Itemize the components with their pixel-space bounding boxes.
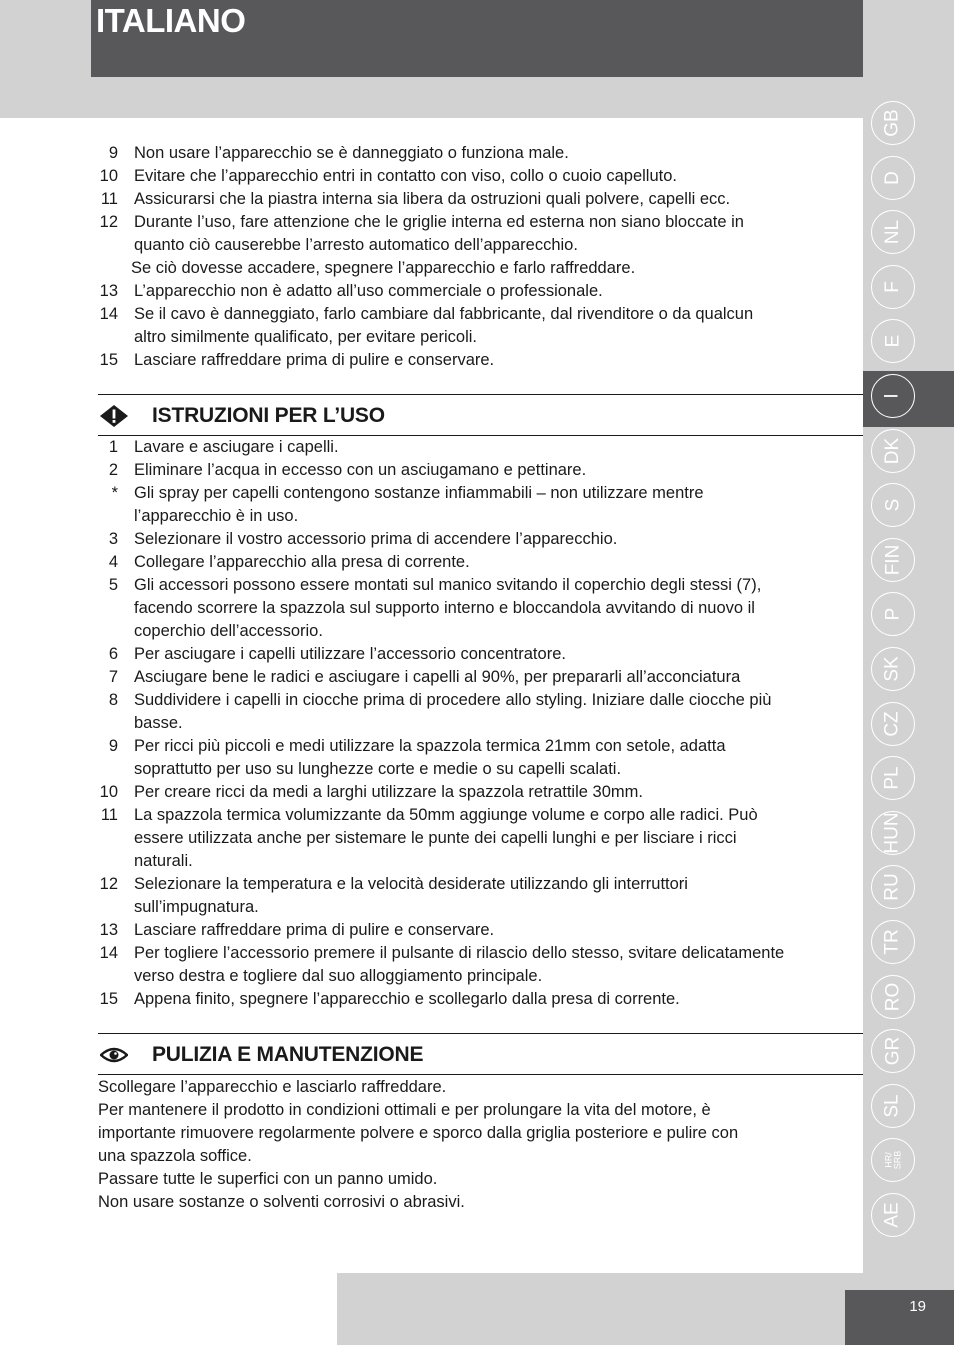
language-code: DK (882, 437, 903, 465)
language-code: NL (881, 219, 903, 245)
instruction-item (98, 781, 863, 804)
instruction-item (98, 436, 863, 459)
list-item-line: l’apparecchio è in uso. (134, 507, 299, 525)
language-tab-nl[interactable] (871, 210, 915, 254)
header-bar (91, 0, 863, 77)
list-item-line: soprattutto per uso su lunghezze corte e medie o su capelli scalati. (134, 760, 622, 778)
instruction-item (98, 482, 863, 528)
instruction-item (98, 574, 863, 643)
list-item-line: Lavare e asciugare i capelli. (134, 438, 339, 456)
list-item-text (134, 666, 863, 689)
instruction-item (98, 666, 863, 689)
list-item-line: sull’impugnatura. (134, 898, 259, 916)
list-item-line: Selezionare il vostro accessorio prima di accendere l’apparecchio. (134, 530, 618, 548)
list-item-text (134, 551, 863, 574)
list-item-text (134, 349, 863, 372)
instruction-item (98, 689, 863, 735)
list-item-line: Per togliere l’accessorio premere il pulsante di rilascio dello stesso, svitare delicatamente (134, 944, 785, 962)
language-tab-f[interactable] (871, 265, 915, 309)
list-item-number: * (111, 484, 118, 502)
language-tab-ro[interactable] (871, 975, 915, 1019)
language-code: GB (881, 109, 903, 137)
cleaning-line: Scollegare l’apparecchio e lasciarlo raffreddare. (98, 1078, 447, 1096)
list-item-line: Collegare l’apparecchio alla presa di corrente. (134, 553, 470, 571)
language-code: P (882, 607, 903, 621)
list-item-line: naturali. (134, 852, 193, 870)
warning-item (98, 211, 863, 257)
warning-item (98, 257, 863, 280)
list-item-text (134, 919, 863, 942)
language-code: SL (882, 1094, 903, 1118)
warnings-list (98, 142, 863, 372)
list-item-line: La spazzola termica volumizzante da 50mm aggiunge volume e corpo alle radici. Può (134, 806, 758, 824)
list-item-line: facendo scorrere la spazzola sul supporto interno e bloccandola avvitando di nuovo il (134, 599, 755, 617)
list-item-text (134, 459, 863, 482)
list-item-text (134, 436, 863, 459)
list-item-number: 15 (99, 990, 118, 1008)
list-item-line: Non usare l’apparecchio se è danneggiato o funziona male. (134, 144, 569, 162)
language-code: SK (881, 656, 903, 682)
list-item-line: Evitare che l’apparecchio entri in contatto con viso, collo o cuoio capelluto. (134, 167, 677, 185)
list-item-line: Suddividere i capelli in ciocche prima di procedere allo styling. Iniziare dalle ciocche più (134, 691, 772, 709)
section-cleaning-header (98, 1033, 863, 1075)
language-tab-ru[interactable] (871, 865, 915, 909)
list-item-text (134, 942, 863, 988)
instruction-item (98, 528, 863, 551)
eye-icon (100, 1044, 128, 1066)
warning-diamond-icon (100, 405, 128, 427)
list-item-line: Appena finito, spegnere l’apparecchio e scollegarlo dalla presa di corrente. (134, 990, 680, 1008)
instruction-item (98, 873, 863, 919)
list-item-number: 14 (99, 305, 118, 323)
page-title: ITALIANO (96, 2, 246, 39)
list-item-number: 6 (108, 645, 118, 663)
instruction-item (98, 988, 863, 1011)
list-item-line: Per creare ricci da medi a larghi utilizzare la spazzola retrattile 30mm. (134, 783, 643, 801)
list-item-text (134, 188, 863, 211)
list-item-text (134, 643, 863, 666)
list-item-number: 9 (108, 144, 118, 162)
list-item-line: altro similmente qualificato, per evitare pericoli. (134, 328, 477, 346)
language-code: GR (882, 1036, 903, 1066)
list-item-line: coperchio dell’accessorio. (134, 622, 323, 640)
list-item-text (134, 689, 863, 735)
list-item-line: Durante l’uso, fare attenzione che le griglie interna ed esterna non siano bloccate in (134, 213, 744, 231)
list-item-number: 13 (99, 282, 118, 300)
list-item-line: Per asciugare i capelli utilizzare l’accessorio concentratore. (134, 645, 566, 663)
list-item-text (134, 280, 863, 303)
list-item-line: essere utilizzata anche per sistemare le punte dei capelli lunghi e per lisciare i ricci (134, 829, 737, 847)
page-number: 19 (909, 1298, 926, 1315)
warning-item (98, 188, 863, 211)
language-code: S (882, 498, 903, 512)
list-item-number: 10 (99, 167, 118, 185)
language-tab-d[interactable] (871, 156, 915, 200)
language-code: TR (881, 929, 903, 955)
list-item-line: Per ricci più piccoli e medi utilizzare la spazzola termica 21mm con setole, adatta (134, 737, 726, 755)
instruction-item (98, 735, 863, 781)
language-code: RU (881, 873, 903, 901)
language-code: I (882, 393, 903, 399)
list-item-text (134, 735, 863, 781)
section-instructions-title: ISTRUZIONI PER L’USO (152, 404, 385, 427)
warning-item (98, 142, 863, 165)
list-item-number: 14 (99, 944, 118, 962)
language-tab-e[interactable] (871, 319, 915, 363)
list-item-text (134, 482, 863, 528)
list-item-number: 15 (99, 351, 118, 369)
language-code: HUN (881, 812, 903, 854)
list-item-number: 4 (108, 553, 118, 571)
instruction-item (98, 919, 863, 942)
list-item-line: Se il cavo è danneggiato, farlo cambiare dal fabbricante, dal rivenditore o da qualcun (134, 305, 754, 323)
list-item-number: 1 (108, 438, 118, 456)
list-item-line: L’apparecchio non è adatto all’uso commerciale o professionale. (134, 282, 603, 300)
language-tab-p[interactable] (871, 592, 915, 636)
instruction-item (98, 643, 863, 666)
warning-item (98, 165, 863, 188)
list-item-text (134, 781, 863, 804)
list-item-line: verso destra e togliere dal suo alloggiamento principale. (134, 967, 543, 985)
list-item-line: Gli accessori possono essere montati sul manico svitando il coperchio degli stessi (7), (134, 576, 762, 594)
cleaning-line: Non usare sostanze o solventi corrosivi o abrasivi. (98, 1193, 465, 1211)
list-item-text: Se ciò dovesse accadere, spegnere l’apparecchio e farlo raffreddare. (131, 259, 636, 277)
instruction-item (98, 942, 863, 988)
list-item-number: 8 (108, 691, 118, 709)
list-item-number: 5 (108, 576, 118, 594)
cleaning-text (98, 1076, 858, 1214)
language-tab-pl[interactable] (871, 756, 915, 800)
list-item-text (134, 211, 863, 257)
list-item-line: Eliminare l’acqua in eccesso con un asciugamano e pettinare. (134, 461, 587, 479)
language-tab-gb[interactable] (871, 101, 915, 145)
instruction-item (98, 459, 863, 482)
language-tab-sk[interactable] (871, 647, 915, 691)
list-item-line: Selezionare la temperatura e la velocità desiderate utilizzando gli interruttori (134, 875, 688, 893)
list-item-number: 2 (108, 461, 118, 479)
language-tab-hun[interactable] (871, 811, 915, 855)
section-instructions-header (98, 394, 863, 436)
instruction-item (98, 551, 863, 574)
language-tab-s[interactable] (871, 483, 915, 527)
list-item-line: quanto ciò causerebbe l’arresto automatico dell’apparecchio. (134, 236, 578, 254)
cleaning-line: importante rimuovere regolarmente polvere e sporco dalla griglia posteriore e pulire con (98, 1124, 739, 1142)
list-item-text (134, 988, 863, 1011)
language-code: PL (882, 766, 903, 790)
list-item-line: Lasciare raffreddare prima di pulire e conservare. (134, 351, 495, 369)
instruction-item (98, 804, 863, 873)
cleaning-line: una spazzola soffice. (98, 1147, 252, 1165)
list-item-line: basse. (134, 714, 183, 732)
language-tab-gr[interactable] (871, 1029, 915, 1073)
language-code: CZ (881, 711, 903, 737)
language-code: F (881, 281, 903, 293)
list-item-text (134, 528, 863, 551)
list-item-line: Gli spray per capelli contengono sostanze infiammabili – non utilizzare mentre (134, 484, 704, 502)
list-item-line: Assicurarsi che la piastra interna sia libera da ostruzioni quali polvere, capelli ecc. (134, 190, 731, 208)
language-code: RO (882, 982, 903, 1012)
list-item-line: Lasciare raffreddare prima di pulire e conservare. (134, 921, 495, 939)
list-item-number: 12 (99, 875, 118, 893)
list-item-number: 9 (108, 737, 118, 755)
language-tab-cz[interactable] (871, 702, 915, 746)
warning-item (98, 349, 863, 372)
list-item-number: 11 (100, 806, 118, 824)
language-tab-i[interactable] (871, 374, 915, 418)
warning-item (98, 280, 863, 303)
language-code: FIN (881, 544, 903, 576)
list-item-number: 13 (99, 921, 118, 939)
list-item-line: Asciugare bene le radici e asciugare i capelli al 90%, per prepararli all’acconciatura (134, 668, 741, 686)
cleaning-line: Per mantenere il prodotto in condizioni ottimali e per prolungare la vita del motore, è (98, 1101, 711, 1119)
language-tab-fin[interactable] (871, 538, 915, 582)
language-sidebar (863, 95, 954, 1250)
language-code: D (881, 171, 903, 185)
language-code: AE (881, 1202, 903, 1228)
page-number-tab (845, 1290, 954, 1345)
language-code: HR/ SRB (882, 1150, 902, 1170)
list-item-number: 10 (99, 783, 118, 801)
list-item-text (134, 142, 863, 165)
list-item-number: 7 (108, 668, 118, 686)
list-item-number: 11 (100, 190, 118, 208)
language-tab-ae[interactable] (871, 1193, 915, 1237)
list-item-text (134, 165, 863, 188)
section-cleaning-title: PULIZIA E MANUTENZIONE (152, 1043, 424, 1066)
language-tab-hrsrb[interactable] (871, 1138, 915, 1182)
instructions-list (98, 436, 863, 1011)
list-item-text (134, 873, 863, 919)
language-code: E (882, 334, 903, 348)
language-tab-tr[interactable] (871, 920, 915, 964)
bottom-white-area (0, 1273, 337, 1345)
cleaning-line: Passare tutte le superfici con un panno umido. (98, 1170, 438, 1188)
list-item-number: 3 (108, 530, 118, 548)
list-item-text (134, 303, 863, 349)
language-tab-sl[interactable] (871, 1084, 915, 1128)
list-item-text (134, 574, 863, 643)
warning-item (98, 303, 863, 349)
list-item-text (134, 804, 863, 873)
language-tab-dk[interactable] (871, 429, 915, 473)
list-item-number: 12 (99, 213, 118, 231)
